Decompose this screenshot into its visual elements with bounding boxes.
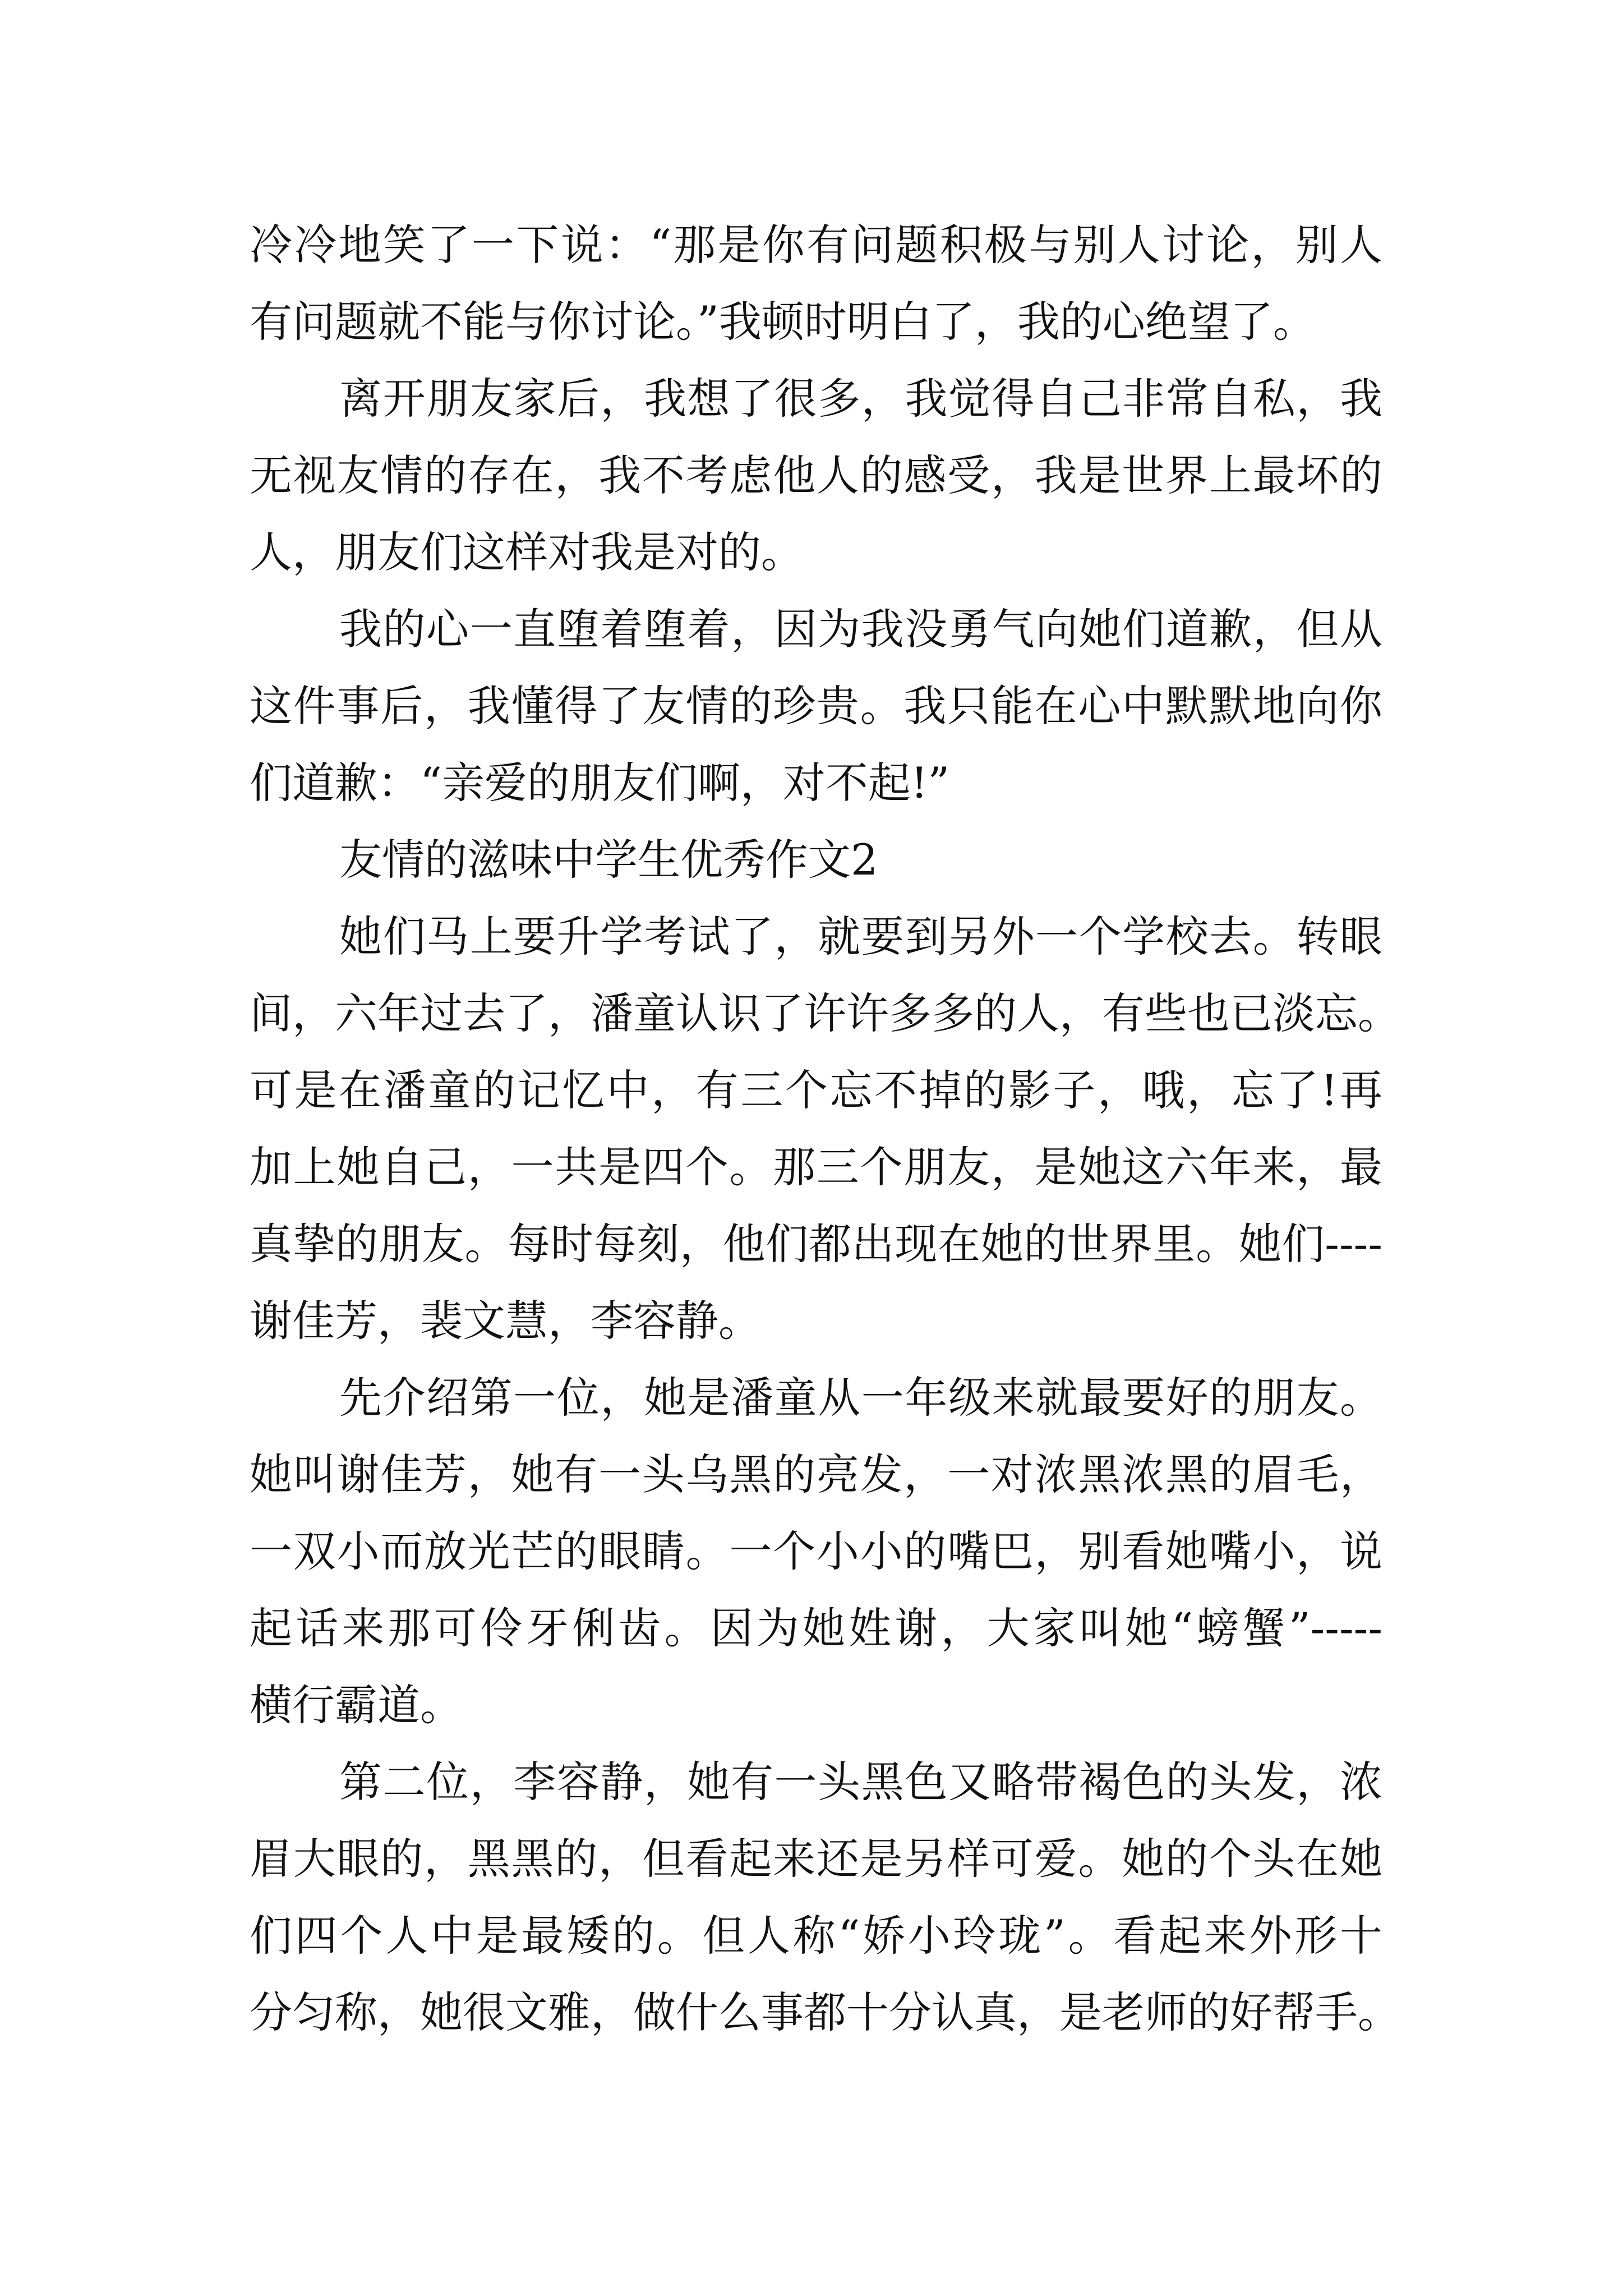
text-line: 可是在潘童的记忆中，有三个忘不掉的影子，哦，忘了!再: [250, 1065, 1382, 1115]
text-line: 加上她自己，一共是四个。那三个朋友，是她这六年来，最: [250, 1142, 1382, 1192]
text-line: 无视友情的存在，我不考虑他人的感受，我是世界上最坏的: [250, 450, 1382, 500]
text-line: 先介绍第一位，她是潘童从一年级来就最要好的朋友。: [339, 1373, 1382, 1423]
text-line: 横行霸道。: [250, 1680, 463, 1730]
text-line: 真挚的朋友。每时每刻，他们都出现在她的世界里。她们----: [250, 1219, 1382, 1269]
text-line: 有问题就不能与你讨论。”我顿时明白了，我的心绝望了。: [250, 297, 1316, 347]
text-line: 我的心一直堕着堕着，因为我没勇气向她们道歉，但从: [339, 604, 1382, 654]
text-line: 眉大眼的，黑黑的，但看起来还是另样可爱。她的个头在她: [250, 1834, 1382, 1884]
text-line: 冷冷地笑了一下说：“那是你有问题积极与别人讨论，别人: [250, 220, 1382, 270]
text-line: 们道歉：“亲爱的朋友们啊，对不起!”: [250, 758, 950, 808]
text-line: 人，朋友们这样对我是对的。: [250, 527, 804, 577]
text-line: 间，六年过去了，潘童认识了许许多多的人，有些也已淡忘。: [250, 988, 1400, 1038]
text-line: 她叫谢佳芳，她有一头乌黑的亮发，一对浓黑浓黑的眉毛，: [250, 1450, 1382, 1499]
text-line: 离开朋友家后，我想了很多，我觉得自己非常自私，我: [339, 374, 1382, 424]
text-line: 这件事后，我懂得了友情的珍贵。我只能在心中默默地向你: [250, 681, 1382, 731]
text-line: 们四个人中是最矮的。但人称“娇小玲珑”。看起来外形十: [250, 1911, 1382, 1961]
text-line: 谢佳芳，裴文慧，李容静。: [250, 1296, 761, 1346]
text-line: 分匀称，她很文雅，做什么事都十分认真，是老师的好帮手。: [250, 1987, 1400, 2037]
section-heading: 友情的滋味中学生优秀作文2: [339, 835, 878, 885]
text-line: 一双小而放光芒的眼睛。一个小小的嘴巴，别看她嘴小，说: [250, 1526, 1382, 1576]
body-text: [250, 206, 1400, 2051]
text-line: 第二位，李容静，她有一头黑色又略带褐色的头发，浓: [339, 1757, 1382, 1807]
text-line: 她们马上要升学考试了，就要到另外一个学校去。转眼: [339, 912, 1382, 961]
text-line: 起话来那可伶牙俐齿。因为她姓谢，大家叫她“螃蟹”-----: [250, 1603, 1382, 1653]
